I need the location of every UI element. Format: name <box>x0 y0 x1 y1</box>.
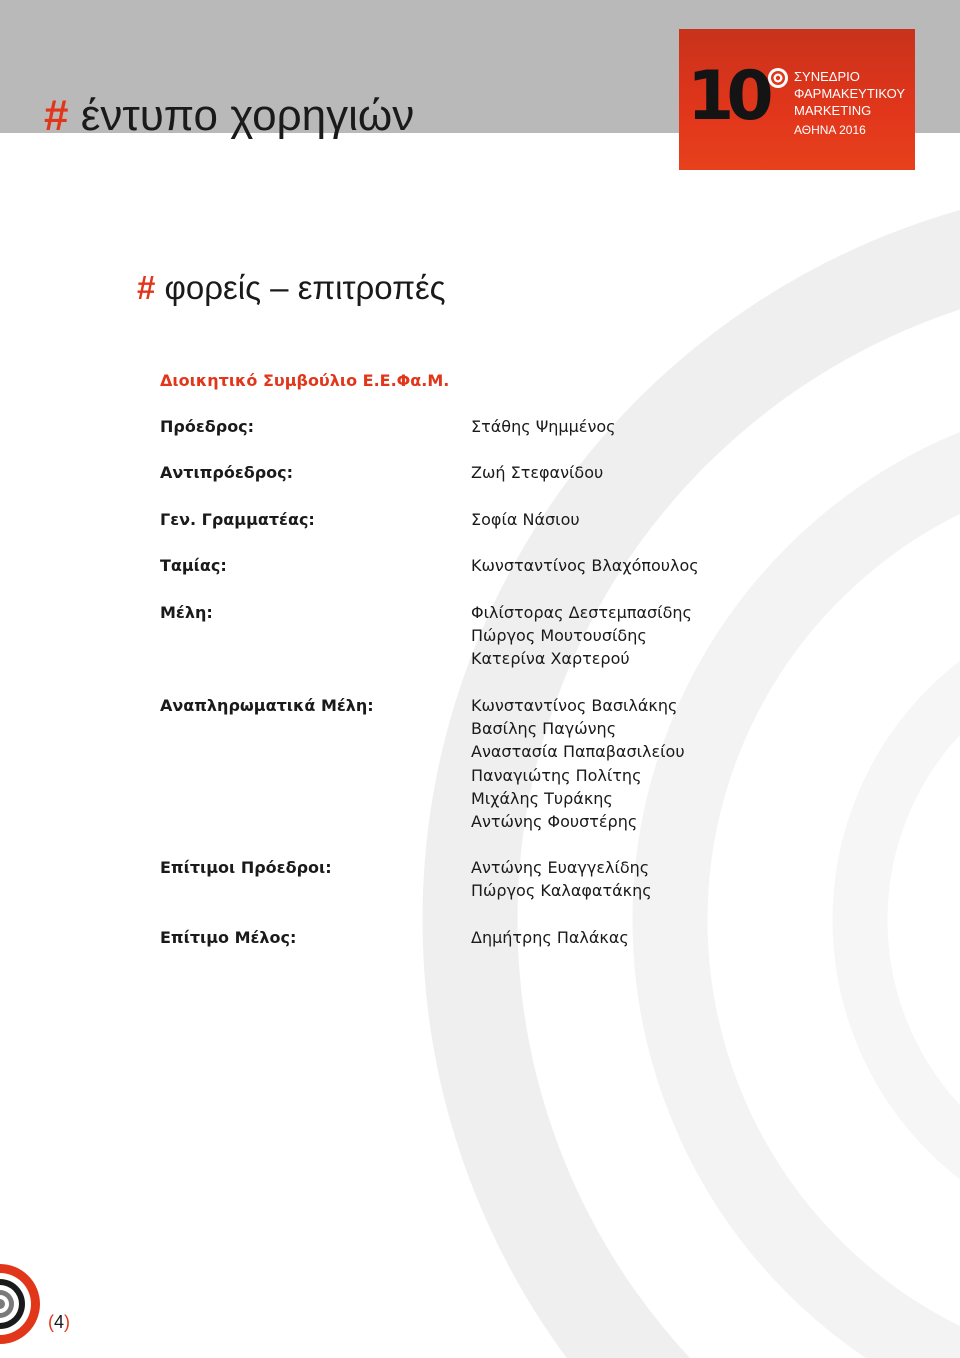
page-title-hash: # <box>44 91 69 140</box>
page-title <box>44 88 414 144</box>
member-name: Αναστασία Παπαβασιλείου <box>471 742 685 762</box>
page-number <box>48 1310 70 1334</box>
member-name: Σοφία Νάσιου <box>471 510 580 529</box>
names-list <box>471 601 692 671</box>
role-label: Αντιπρόεδρος: <box>160 463 294 482</box>
logo-line-4: ΑΘΗΝΑ 2016 <box>794 123 866 137</box>
member-name: Κωνσταντίνος Βασιλάκης <box>471 696 678 715</box>
member-name: Αντώνης Ευαγγελίδης <box>471 858 650 877</box>
role-label: Επίτιμο Μέλος: <box>160 928 297 947</box>
member-name: Πώργος Καλαφατάκης <box>471 881 652 901</box>
names-list <box>471 461 603 484</box>
member-name: Παναγιώτης Πολίτης <box>471 765 642 785</box>
member-name: Στάθης Ψημμένος <box>471 417 616 436</box>
member-name: Δημήτρης Παλάκας <box>471 928 629 947</box>
logo-line-2: ΦΑΡΜΑΚΕΥΤΙΚΟΥ <box>794 86 906 101</box>
page-number-paren-close: ) <box>64 1312 71 1332</box>
names-list <box>471 694 685 833</box>
section-title-hash: # <box>137 269 156 306</box>
member-name: Κατερίνα Χαρτερού <box>471 649 630 669</box>
page-number-value: 4 <box>54 1312 65 1332</box>
member-name: Αντώνης Φουστέρης <box>471 812 638 832</box>
conference-logo <box>679 29 915 170</box>
names-list <box>471 554 699 577</box>
section-title <box>137 268 446 308</box>
page-number-paren-open: ( <box>48 1312 54 1332</box>
role-label: Μέλη: <box>160 603 213 622</box>
member-name: Μιχάλης Τυράκης <box>471 788 613 808</box>
member-name: Πώργος Μουτουσίδης <box>471 626 647 646</box>
member-name: Κωνσταντίνος Βλαχόπουλος <box>471 556 699 575</box>
board-title: Διοικητικό Συμβούλιο Ε.Ε.Φα.Μ. <box>160 371 450 390</box>
names-list <box>471 856 652 902</box>
role-label: Ταμίας: <box>160 556 227 575</box>
names-list <box>471 926 629 949</box>
logo-line-3: MARKETING <box>794 103 872 118</box>
page-title-text: έντυπο χορηγιών <box>80 91 415 140</box>
corner-target-icon <box>0 1262 46 1346</box>
member-name: Φιλίστορας Δεστεμπασίδης <box>471 603 692 622</box>
role-label: Αναπληρωματικά Μέλη: <box>160 696 374 715</box>
member-name: Βασίλης Παγώνης <box>471 719 617 739</box>
logo-number: 10 <box>687 57 766 136</box>
names-list <box>471 415 616 438</box>
role-label: Γεν. Γραμματέας: <box>160 510 315 529</box>
logo-line-1: ΣΥΝΕΔΡΙΟ <box>794 69 860 84</box>
target-icon <box>767 67 789 89</box>
names-list <box>471 508 580 531</box>
member-name: Ζωή Στεφανίδου <box>471 463 604 482</box>
role-label: Πρόεδρος: <box>160 417 255 436</box>
section-title-text: φορείς – επιτροπές <box>164 269 446 306</box>
role-label: Επίτιμοι Πρόεδροι: <box>160 858 332 877</box>
